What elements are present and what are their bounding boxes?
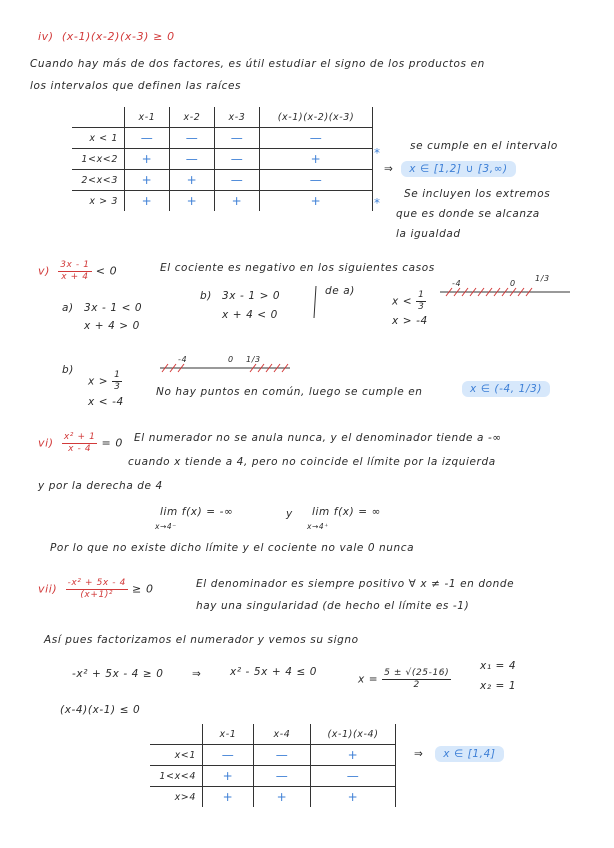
vii-line-1: El denominador es siempre positivo ∀ x ≠ -1 en donde	[196, 578, 515, 590]
iv-th-1: x-1	[125, 107, 170, 128]
iv-note-1: se cumple en el intervalo	[410, 140, 558, 152]
iv-r1-c0: 1<x<2	[72, 149, 125, 170]
iv-note-2: Se incluyen los extremos	[404, 188, 551, 200]
v-sol-a-den: 3	[418, 302, 425, 312]
v-conclusion: No hay puntos en común, luego se cumple en	[156, 386, 423, 398]
star-icon: *	[374, 146, 380, 160]
iv-r2-c3: —	[215, 170, 260, 191]
vii-r1-c2: —	[254, 766, 311, 787]
vii-factored: (x-4)(x-1) ≤ 0	[60, 704, 141, 716]
v-result: x ∈ (-4, 1/3)	[462, 381, 550, 397]
vii-r2-c0: x>4	[150, 787, 203, 808]
numberline-2-b: 0	[228, 355, 234, 364]
vi-line-3: y por la derecha de 4	[38, 480, 163, 492]
iv-r1-c4: +	[260, 149, 373, 170]
vii-eq-1: -x² + 5x - 4 ≥ 0	[72, 668, 164, 680]
v-sol-a-num: 1	[418, 290, 425, 300]
numberline-2-c: 1/3	[246, 355, 261, 364]
iv-r1-c2: —	[170, 149, 215, 170]
vii-th-2: x-4	[254, 724, 311, 745]
vii-th-3: (x-1)(x-4)	[311, 724, 396, 745]
v-label: v)	[38, 264, 51, 278]
v-intro: El cociente es negativo en los siguientes casos	[160, 262, 435, 274]
iv-r0-c3: —	[215, 128, 260, 149]
iv-label: iv)	[38, 30, 54, 43]
vii-r2-c1: +	[203, 787, 254, 808]
iv-r3-c4: +	[260, 191, 373, 212]
vii-r2-c3: +	[311, 787, 396, 808]
vi-line-1: El numerador no se anula nunca, y el denominador tiende a -∞	[134, 432, 502, 444]
vii-r0-c2: —	[254, 745, 311, 766]
iv-line-2: los intervalos que definen las raíces	[30, 80, 242, 92]
iv-result: x ∈ [1,2] ∪ [3,∞)	[401, 161, 515, 177]
vii-line-2: hay una singularidad (de hecho el límite es -1)	[196, 600, 470, 612]
vii-quad-x: x =	[358, 673, 379, 686]
vi-and: y	[286, 508, 293, 520]
vii-r2-c2: +	[254, 787, 311, 808]
implies-icon: ⇒	[414, 748, 424, 760]
vi-label: vi)	[38, 436, 54, 450]
iv-r0-c4: —	[260, 128, 373, 149]
iv-r3-c1: +	[125, 191, 170, 212]
vii-r0-c0: x<1	[150, 745, 203, 766]
divider-line	[314, 286, 316, 318]
v-sol-b-1-text: x >	[88, 375, 109, 388]
iv-r0-c1: —	[125, 128, 170, 149]
v-sol-a-1-text: x <	[392, 295, 413, 308]
vii-quad-num: 5 ± √(25-16)	[384, 668, 450, 678]
v-sol-b-2: x < -4	[88, 396, 124, 408]
iv-r3-c3: +	[215, 191, 260, 212]
vii-line-3: Así pues factorizamos el numerador y vemos su signo	[44, 634, 359, 646]
vi-relation: = 0	[101, 436, 124, 450]
implies-icon: ⇒	[384, 163, 394, 175]
v-from-a: de a)	[325, 285, 355, 297]
iv-th-4: (x-1)(x-2)(x-3)	[260, 107, 373, 128]
v-numerator: 3x - 1	[60, 260, 90, 270]
v-sol-a-2: x > -4	[392, 315, 428, 327]
numberline-2-a: -4	[178, 355, 188, 364]
vii-r1-c0: 1<x<4	[150, 766, 203, 787]
vi-limit-1: lim f(x) = -∞	[160, 506, 234, 518]
v-sol-b-den: 3	[114, 382, 121, 392]
v-case-b-1: 3x - 1 > 0	[222, 290, 281, 302]
vii-denominator: (x+1)²	[80, 590, 114, 600]
iv-r2-c1: +	[125, 170, 170, 191]
vii-result: x ∈ [1,4]	[435, 746, 503, 762]
v-relation: < 0	[95, 264, 118, 278]
vi-limit-2: lim f(x) = ∞	[312, 506, 381, 518]
vii-r0-c3: +	[311, 745, 396, 766]
vi-limit-1-sub: x→4⁻	[155, 522, 177, 531]
vii-r1-c3: —	[311, 766, 396, 787]
iv-r0-c2: —	[170, 128, 215, 149]
vii-th-1: x-1	[203, 724, 254, 745]
vii-r0-c1: —	[203, 745, 254, 766]
vii-relation: ≥ 0	[132, 582, 154, 596]
iv-r2-c4: —	[260, 170, 373, 191]
numberline-1-c: 1/3	[535, 274, 550, 283]
numberline-1-b: 0	[510, 279, 516, 288]
vi-line-4: Por lo que no existe dicho límite y el cociente no vale 0 nunca	[50, 542, 415, 554]
vii-eq-2: x² - 5x + 4 ≤ 0	[230, 666, 318, 678]
iv-th-3: x-3	[215, 107, 260, 128]
star-icon: *	[374, 196, 380, 210]
v-case-a-label: a)	[62, 302, 74, 314]
iv-line-1: Cuando hay más de dos factores, es útil estudiar el signo de los productos en	[30, 58, 485, 70]
vii-root-2: x₂ = 1	[480, 680, 517, 692]
v-case-b-ref: b)	[62, 364, 74, 376]
vii-root-1: x₁ = 4	[480, 660, 517, 672]
v-case-b-2: x + 4 < 0	[222, 309, 278, 321]
iv-r2-c0: 2<x<3	[72, 170, 125, 191]
iv-inequality: (x-1)(x-2)(x-3) ≥ 0	[61, 30, 175, 43]
iv-note-3: que es donde se alcanza	[396, 208, 540, 220]
vi-line-2: cuando x tiende a 4, pero no coincide el límite por la izquierda	[128, 456, 496, 468]
vi-limit-2-sub: x→4⁺	[307, 522, 329, 531]
vii-quad-den: 2	[413, 680, 420, 690]
implies-icon: ⇒	[192, 668, 202, 680]
iv-th-2: x-2	[170, 107, 215, 128]
vii-label: vii)	[38, 582, 58, 596]
vii-r1-c1: +	[203, 766, 254, 787]
numberline-1-a: -4	[452, 279, 462, 288]
v-case-a-1: 3x - 1 < 0	[84, 302, 143, 314]
v-case-a-2: x + 4 > 0	[84, 320, 140, 332]
iv-r0-c0: x < 1	[72, 128, 125, 149]
vi-denominator: x - 4	[68, 444, 92, 454]
v-sol-b-num: 1	[114, 370, 121, 380]
vii-numerator: -x² + 5x - 4	[67, 578, 126, 588]
vi-numerator: x² + 1	[63, 432, 96, 442]
v-case-b-label: b)	[200, 290, 212, 302]
v-denominator: x + 4	[61, 272, 89, 282]
iv-r2-c2: +	[170, 170, 215, 191]
iv-note-4: la igualdad	[396, 228, 461, 240]
iv-r3-c0: x > 3	[72, 191, 125, 212]
iv-r1-c1: +	[125, 149, 170, 170]
iv-r1-c3: —	[215, 149, 260, 170]
iv-r3-c2: +	[170, 191, 215, 212]
